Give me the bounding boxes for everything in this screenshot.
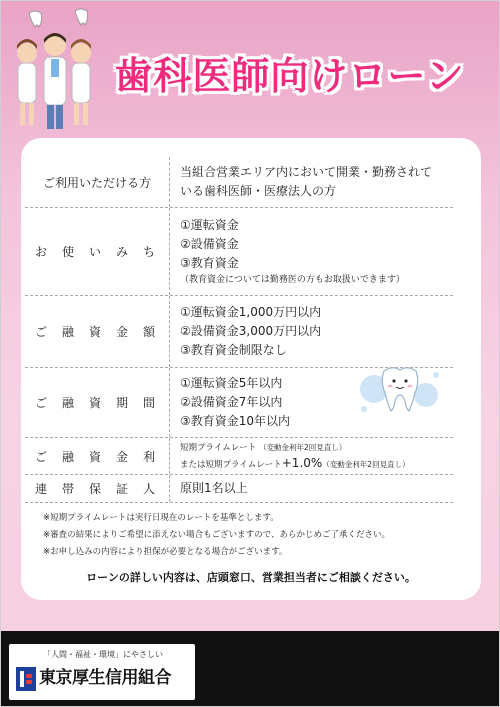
label-char: ご bbox=[35, 325, 48, 339]
org-tagline: 「人間・福祉・環境」にやさしい bbox=[43, 650, 163, 659]
org-logo-mark-icon bbox=[15, 666, 37, 692]
value-line: ②設備資金7年以内 bbox=[180, 395, 283, 409]
label-char: 融 bbox=[61, 396, 74, 410]
page-title: 歯科医師向けローン bbox=[114, 53, 465, 98]
value-line: ③教育資金 bbox=[180, 256, 239, 270]
value-line: ①運転資金1,000万円以内 bbox=[180, 305, 322, 319]
label-char: 証 bbox=[115, 482, 128, 496]
label-char: 間 bbox=[142, 396, 155, 410]
label-char: 融 bbox=[61, 325, 74, 339]
label-char: 融 bbox=[61, 449, 74, 464]
label-char: 資 bbox=[88, 396, 101, 410]
table-row bbox=[25, 438, 453, 475]
label-char: 金 bbox=[115, 449, 128, 464]
label-char: 額 bbox=[142, 325, 155, 339]
row-label: ご利用いただける方 bbox=[42, 175, 151, 190]
value-line: 当組合営業エリア内において開業・勤務されて bbox=[180, 165, 433, 179]
value-note: （教育資金については勤務医の方もお取扱いできます） bbox=[180, 275, 405, 285]
label-char: 保 bbox=[88, 482, 101, 496]
row-label bbox=[25, 438, 169, 474]
label-char: 資 bbox=[88, 449, 101, 464]
tooth-mascot-icon bbox=[356, 359, 446, 419]
row-value bbox=[169, 208, 453, 295]
label-char: ち bbox=[142, 245, 155, 259]
note-line: ※お申し込みの内容により担保が必要となる場合がございます。 bbox=[43, 547, 288, 557]
label-char: 連 bbox=[35, 482, 48, 496]
row-value bbox=[169, 296, 453, 367]
label-char: 利 bbox=[142, 449, 155, 464]
note-line: ※短期プライムレートは実行日現在のレートを基準とします。 bbox=[43, 513, 279, 523]
rate-text: または短期プライムレート bbox=[180, 459, 282, 470]
label-char: 期 bbox=[115, 396, 128, 410]
org-name: 東京厚生信用組合 bbox=[39, 668, 171, 688]
table-row bbox=[25, 296, 453, 368]
value-line: ③教育資金制限なし bbox=[180, 343, 287, 357]
label-char: 金 bbox=[115, 325, 128, 339]
label-char: ご bbox=[35, 449, 48, 464]
value-line: いる歯科医師・医療法人の方 bbox=[180, 184, 337, 198]
dental-staff-illustration bbox=[5, 5, 101, 133]
rate-text: 短期プライムレート bbox=[180, 442, 257, 453]
rate-line bbox=[180, 440, 453, 456]
note-line: ※審査の結果によりご希望に添えない場合もございますので、あらかじめご了承ください。 bbox=[43, 530, 390, 540]
row-label bbox=[25, 296, 169, 367]
rate-note: （変動金利年2回見直し） bbox=[258, 442, 347, 452]
value-line: 原則1名以上 bbox=[180, 481, 248, 495]
row-value bbox=[169, 475, 453, 502]
value-line: ①運転資金 bbox=[180, 218, 239, 232]
rate-note: （変動金利年2回見直し） bbox=[322, 459, 410, 469]
label-char: ご bbox=[35, 396, 48, 410]
label-char: 資 bbox=[88, 325, 101, 339]
value-line: ①運転資金5年以内 bbox=[180, 376, 283, 390]
label-char: み bbox=[115, 245, 128, 259]
row-label bbox=[25, 208, 169, 295]
row-value bbox=[169, 157, 453, 207]
table-row bbox=[25, 157, 453, 208]
rate-plus: +1.0% bbox=[281, 455, 323, 470]
consult-message: ローンの詳しい内容は、店頭窓口、営業担当者にご相談ください。 bbox=[86, 571, 416, 584]
label-char: 使 bbox=[61, 245, 74, 259]
table-row bbox=[25, 208, 453, 296]
row-value bbox=[169, 438, 453, 474]
value-line: ②設備資金 bbox=[180, 237, 239, 251]
rate-line bbox=[180, 456, 453, 473]
table-row bbox=[25, 475, 453, 503]
label-char: 人 bbox=[142, 482, 155, 496]
label-char: 帯 bbox=[61, 482, 74, 496]
notes bbox=[43, 510, 463, 561]
label-char: い bbox=[88, 245, 101, 259]
label-char: お bbox=[35, 245, 48, 259]
row-label bbox=[25, 368, 169, 437]
row-label bbox=[25, 475, 169, 502]
value-line: ③教育資金10年以内 bbox=[180, 414, 291, 428]
value-line: ②設備資金3,000万円以内 bbox=[180, 324, 322, 338]
